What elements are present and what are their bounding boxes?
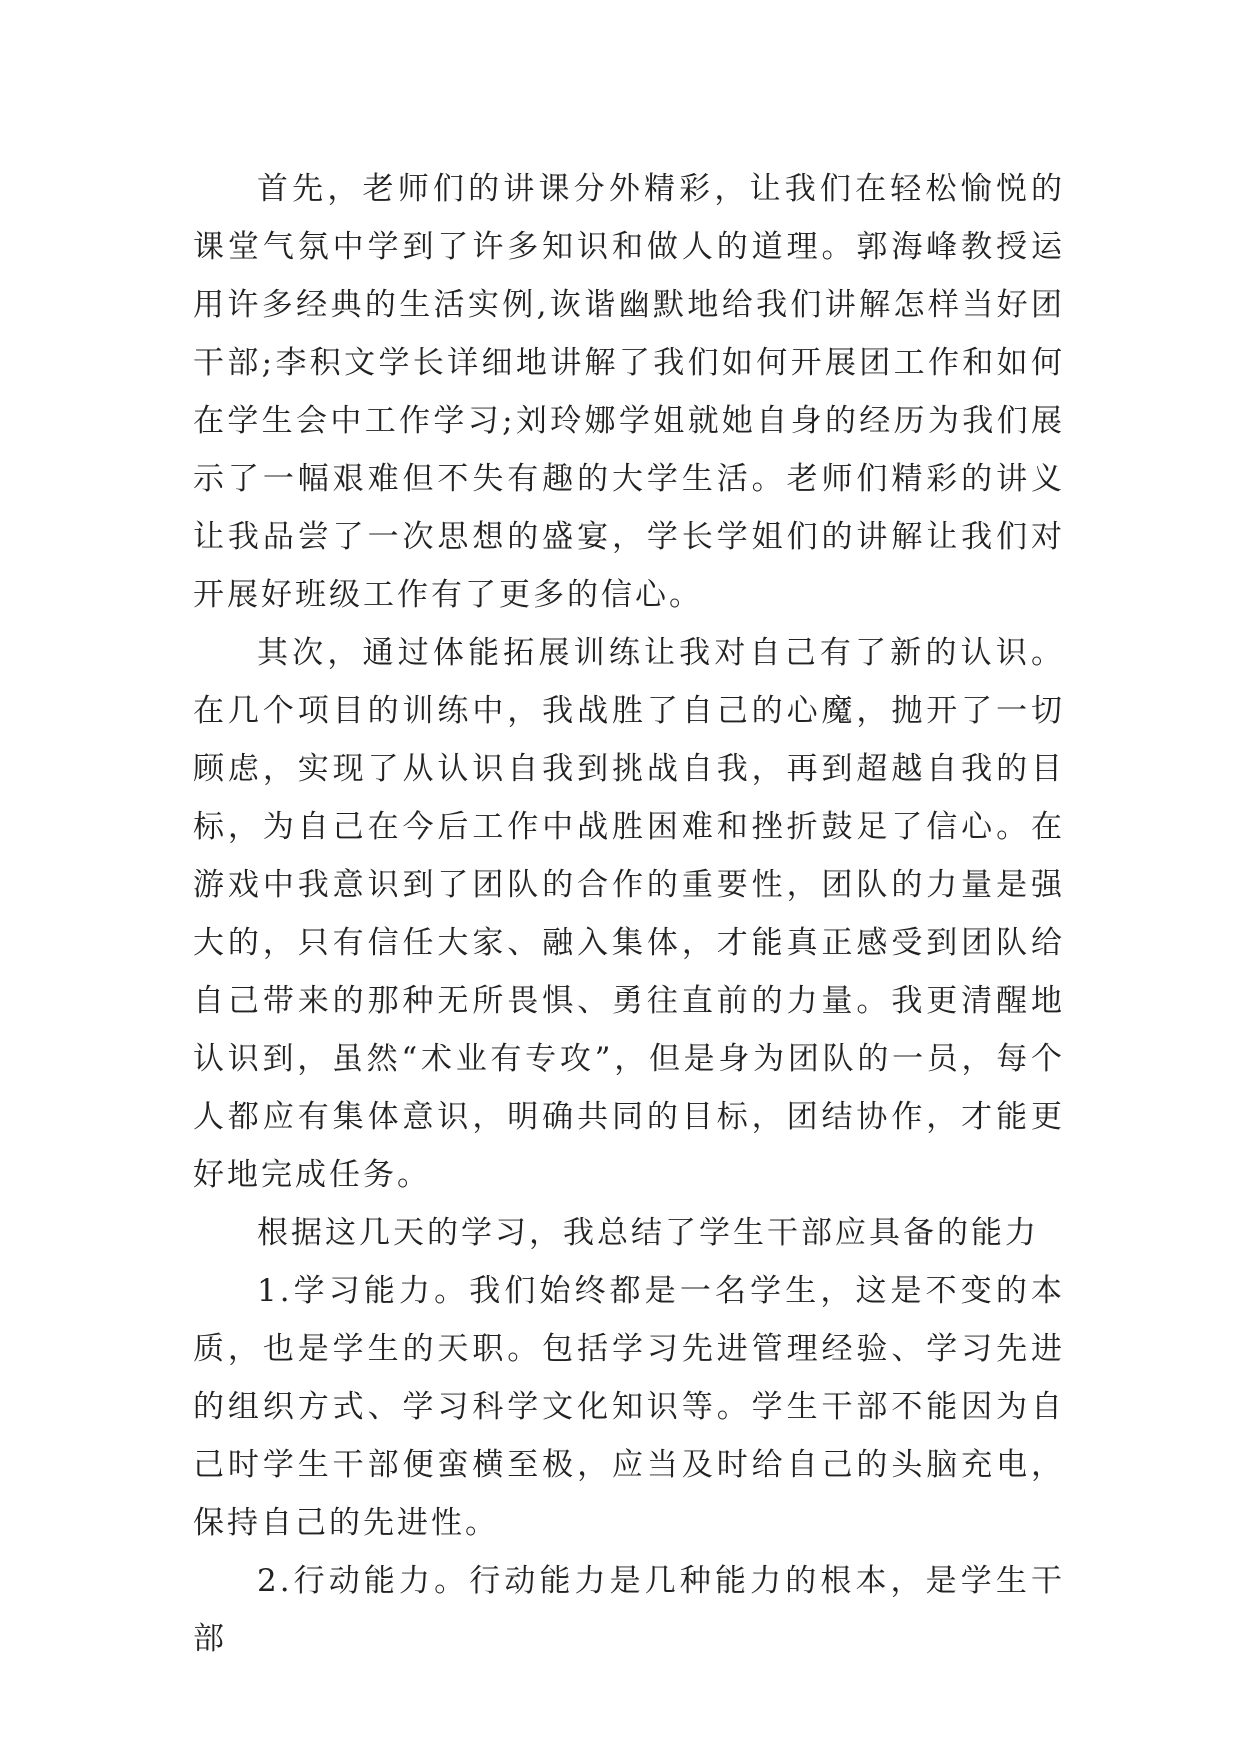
document-body [193, 160, 1065, 1668]
paragraph-summary-intro: 根据这几天的学习，我总结了学生干部应具备的能力 [257, 1215, 1039, 1251]
paragraph-training: 其次，通过体能拓展训练让我对自己有了新的认识。在几个项目的训练中，我战胜了自己的心魔，抛开了一切顾虑，实现了从认识自我到挑战自我，再到超越自我的目标，为自己在今后工作中战胜困难和挫折鼓足了信心。在游戏中我意识到了团队的合作的重要性，团队的力量是强大的，只有信任大家、融入集体，才能真正感受到团队给自己带来的那种无所畏惧、勇往直前的力量。我更清醒地认识到，虽然“术业有专攻”，但是身为团队的一员，每个人都应有集体意识，明确共同的目标，团结协作，才能更好地完成任务。 [193, 635, 1065, 1193]
paragraph-action-ability: 2.行动能力。行动能力是几种能力的根本，是学生干部 [193, 1563, 1065, 1657]
paragraph-learning-ability: 1.学习能力。我们始终都是一名学生，这是不变的本质，也是学生的天职。包括学习先进管理经验、学习先进的组织方式、学习科学文化知识等。学生干部不能因为自己时学生干部便蛮横至极，应当及时给自己的头脑充电，保持自己的先进性。 [193, 1273, 1065, 1541]
paragraph-lectures: 首先，老师们的讲课分外精彩，让我们在轻松愉悦的课堂气氛中学到了许多知识和做人的道理。郭海峰教授运用许多经典的生活实例,诙谐幽默地给我们讲解怎样当好团干部;李积文学长详细地讲解了我们如何开展团工作和如何在学生会中工作学习;刘玲娜学姐就她自身的经历为我们展示了一幅艰难但不失有趣的大学生活。老师们精彩的讲义让我品尝了一次思想的盛宴，学长学姐们的讲解让我们对开展好班级工作有了更多的信心。 [193, 171, 1065, 613]
